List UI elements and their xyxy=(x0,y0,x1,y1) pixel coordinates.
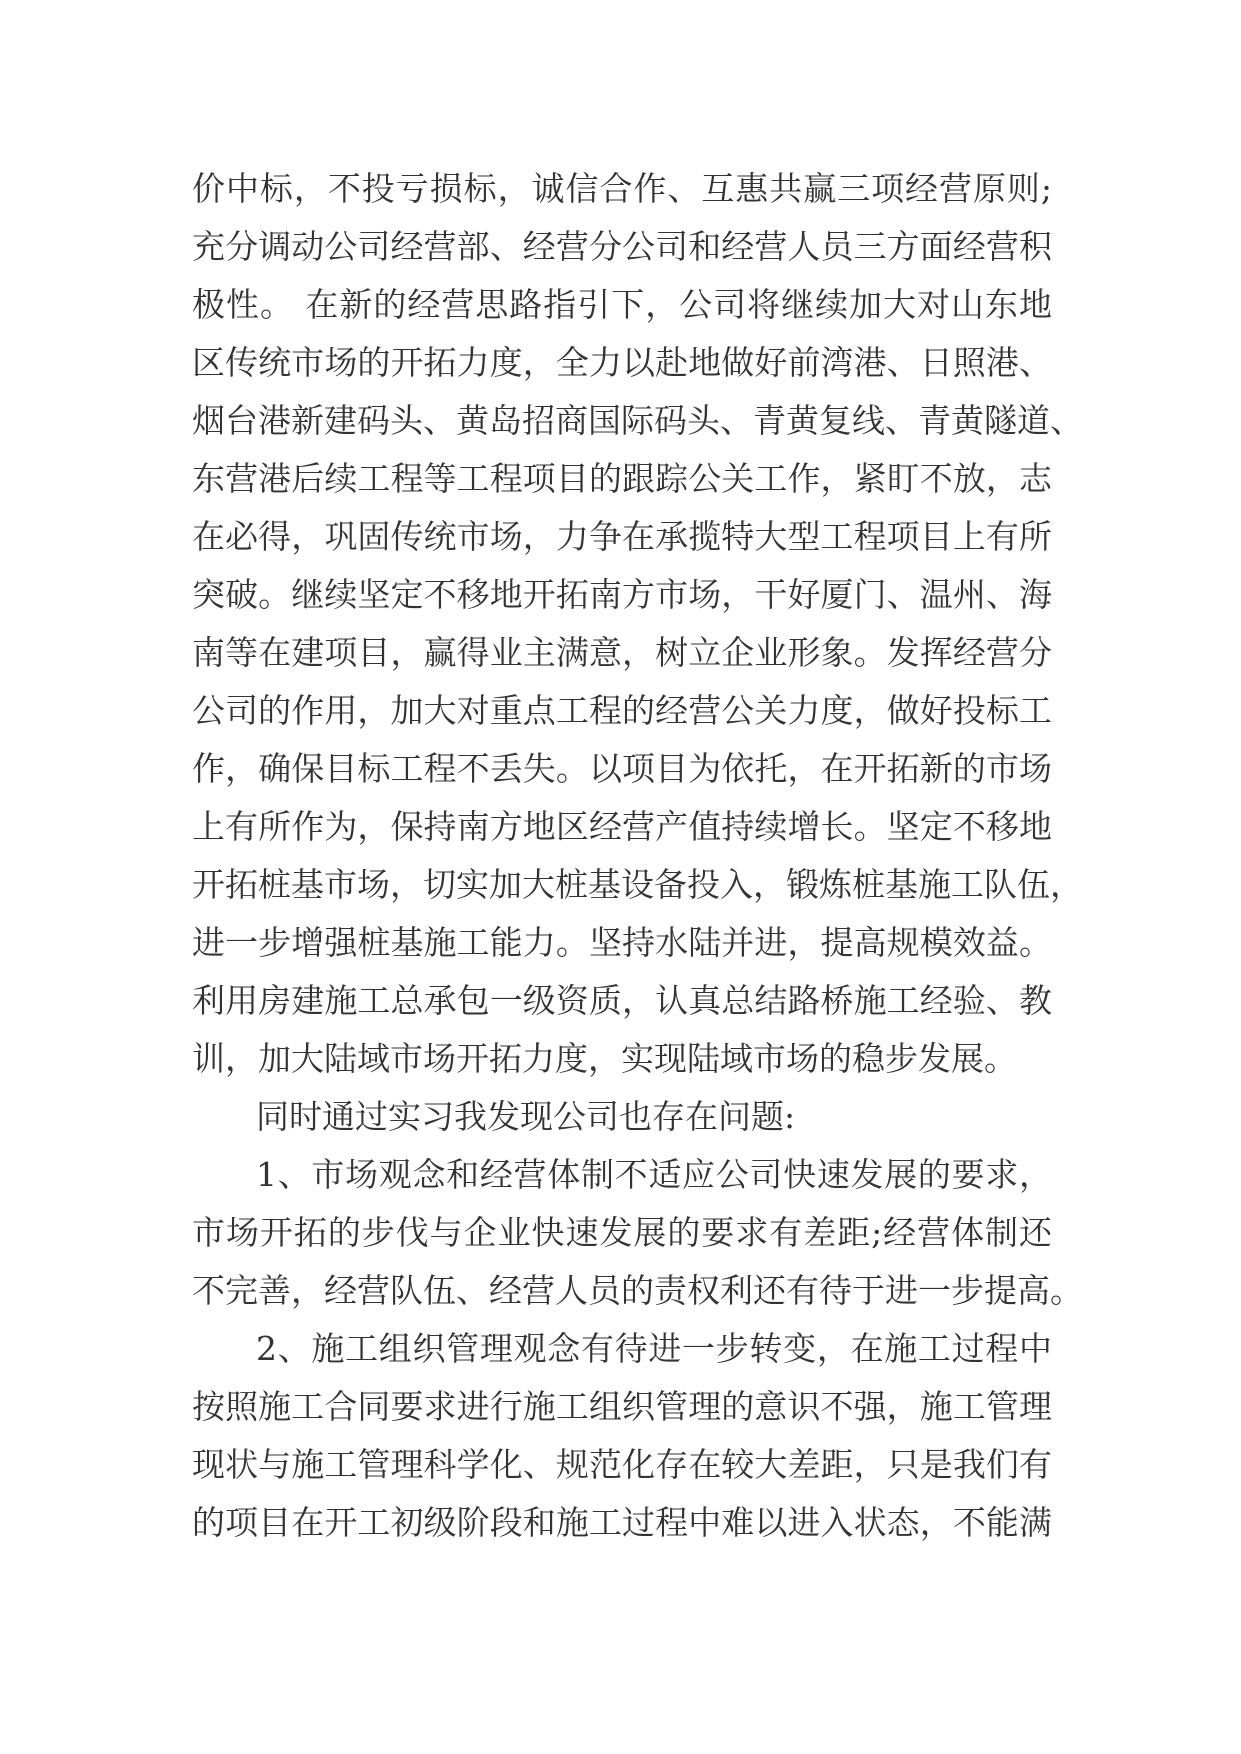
text-line: 上有所作为，保持南方地区经营产值持续增长。坚定不移地 xyxy=(192,807,1052,846)
text-line: 东营港后续工程等工程项目的跟踪公关工作，紧盯不放，志 xyxy=(192,459,1052,498)
text-line: 公司的作用，加大对重点工程的经营公关力度，做好投标工 xyxy=(192,691,1052,730)
text-line: 1、市场观念和经营体制不适应公司快速发展的要求， xyxy=(256,1155,1052,1194)
text-line: 按照施工合同要求进行施工组织管理的意识不强，施工管理 xyxy=(192,1387,1052,1426)
text-line: 的项目在开工初级阶段和施工过程中难以进入状态，不能满 xyxy=(192,1503,1052,1542)
text-line: 进一步增强桩基施工能力。坚持水陆并进，提高规模效益。 xyxy=(192,923,1052,962)
text-line: 训，加大陆域市场开拓力度，实现陆域市场的稳步发展。 xyxy=(192,1039,1017,1078)
text-line: 不完善，经营队伍、经营人员的责权利还有待于进一步提高。 xyxy=(192,1271,1083,1310)
text-line: 突破。继续坚定不移地开拓南方市场，干好厦门、温州、海 xyxy=(192,575,1052,614)
text-line: 2、施工组织管理观念有待进一步转变，在施工过程中 xyxy=(256,1329,1052,1368)
text-line: 同时通过实习我发现公司也存在问题: xyxy=(256,1097,796,1136)
text-line: 充分调动公司经营部、经营分公司和经营人员三方面经营积 xyxy=(192,227,1052,266)
text-line: 极性。 在新的经营思路指引下，公司将继续加大对山东地 xyxy=(192,285,1052,324)
text-line: 利用房建施工总承包一级资质，认真总结路桥施工经验、教 xyxy=(192,981,1052,1020)
text-line: 价中标，不投亏损标，诚信合作、互惠共赢三项经营原则; xyxy=(192,169,1052,208)
text-line: 烟台港新建码头、黄岛招商国际码头、青黄复线、青黄隧道、 xyxy=(192,401,1083,440)
text-line: 市场开拓的步伐与企业快速发展的要求有差距;经营体制还 xyxy=(192,1213,1052,1252)
body-text xyxy=(192,160,1083,1552)
text-line: 现状与施工管理科学化、规范化存在较大差距，只是我们有 xyxy=(192,1445,1052,1484)
text-line: 在必得，巩固传统市场，力争在承揽特大型工程项目上有所 xyxy=(192,517,1052,556)
text-line: 开拓桩基市场，切实加大桩基设备投入，锻炼桩基施工队伍， xyxy=(192,865,1083,904)
text-line: 区传统市场的开拓力度，全力以赴地做好前湾港、日照港、 xyxy=(192,343,1052,382)
text-line: 作，确保目标工程不丢失。以项目为依托，在开拓新的市场 xyxy=(192,749,1052,788)
text-line: 南等在建项目，赢得业主满意，树立企业形象。发挥经营分 xyxy=(192,633,1052,672)
